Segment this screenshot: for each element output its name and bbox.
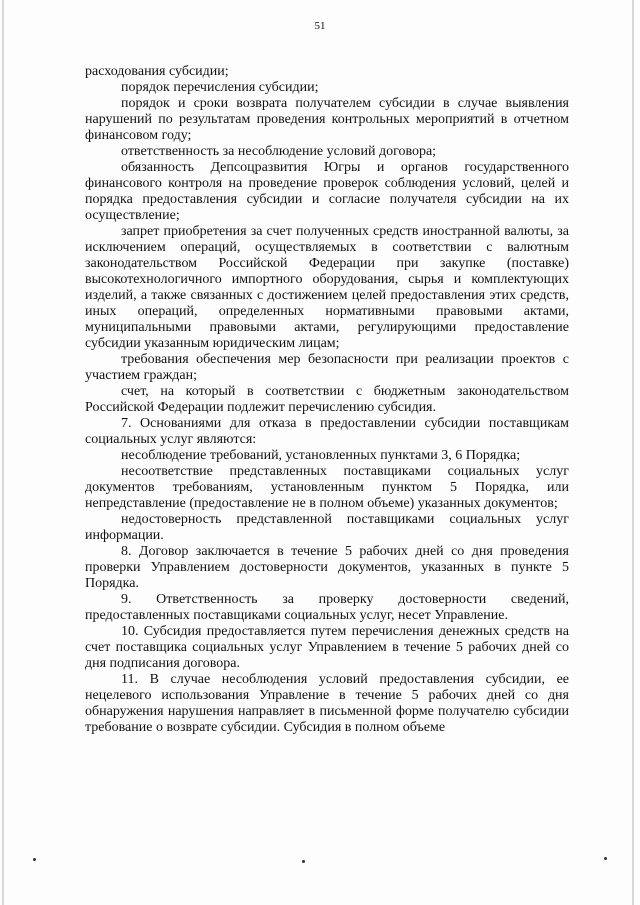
document-body — [85, 64, 569, 736]
paragraph: обязанность Депсоцразвития Югры и органов государственного финансового контроля на проведение проверок соблюдения условий, целей и порядка предоставления субсидии и согласие получателя субсидии на их осуществление; — [85, 160, 569, 223]
paragraph: 8. Договор заключается в течение 5 рабочих дней со дня проведения проверки Управлением достоверности документов, указанных в пункте 5 Порядка. — [85, 544, 569, 591]
scan-speck — [33, 858, 36, 861]
paragraph: порядок и сроки возврата получателем субсидии в случае выявления нарушений по результатам проведения контрольных мероприятий в отчетном финансовом году; — [85, 96, 569, 143]
paragraph: порядок перечисления субсидии; — [121, 80, 319, 95]
paragraph: расходования субсидии; — [85, 64, 229, 79]
paragraph: несоответствие представленных поставщиками социальных услуг документов требованиям, установленным пунктом 5 Порядка, или непредставление (предоставление не в полном объеме) указанных документов; — [85, 464, 569, 511]
scan-speck — [302, 860, 305, 863]
paragraph: требования обеспечения мер безопасности при реализации проектов с участием граждан; — [85, 352, 569, 383]
paragraph: 9. Ответственность за проверку достоверности сведений, предоставленных поставщиками социальных услуг, несет Управление. — [85, 592, 569, 623]
scan-left-edge — [2, 0, 4, 905]
scan-right-edge — [632, 0, 634, 905]
paragraph: несоблюдение требований, установленных пунктами 3, 6 Порядка; — [121, 448, 521, 463]
scan-speck — [604, 857, 607, 860]
paragraph: недостоверность представленной поставщиками социальных услуг информации. — [85, 512, 569, 543]
paragraph: счет, на который в соответствии с бюджетным законодательством Российской Федерации подлежит перечислению субсидия. — [85, 384, 569, 415]
paragraph: ответственность за несоблюдение условий договора; — [121, 144, 437, 159]
paragraph: 10. Субсидия предоставляется путем перечисления денежных средств на счет поставщика социальных услуг Управлением в течение 5 рабочих дней со дня подписания договора. — [85, 624, 569, 671]
page-number: 51 — [314, 20, 326, 32]
paragraph: запрет приобретения за счет полученных средств иностранной валюты, за исключением операций, осуществляемых в соответствии с валютным законодательством Российской Федерации при закупке (поставке) высокотехнологичного импортного оборудования, сырья и комплектующих изделий, а также связанных с достижением целей предоставления этих средств, иных операций, определенных нормативными правовыми актами, муниципальными правовыми актами, регулирующими предоставление субсидии указанным юридическим лицам; — [85, 224, 569, 351]
paragraph: 7. Основаниями для отказа в предоставлении субсидии поставщикам социальных услуг являются: — [85, 416, 569, 447]
paragraph: 11. В случае несоблюдения условий предоставления субсидии, ее нецелевого использования Управление в течение 5 рабочих дней со дня обнаружения нарушения направляет в письменной форме получателю субсидии требование о возврате субсидии. Субсидия в полном объеме — [85, 672, 569, 735]
